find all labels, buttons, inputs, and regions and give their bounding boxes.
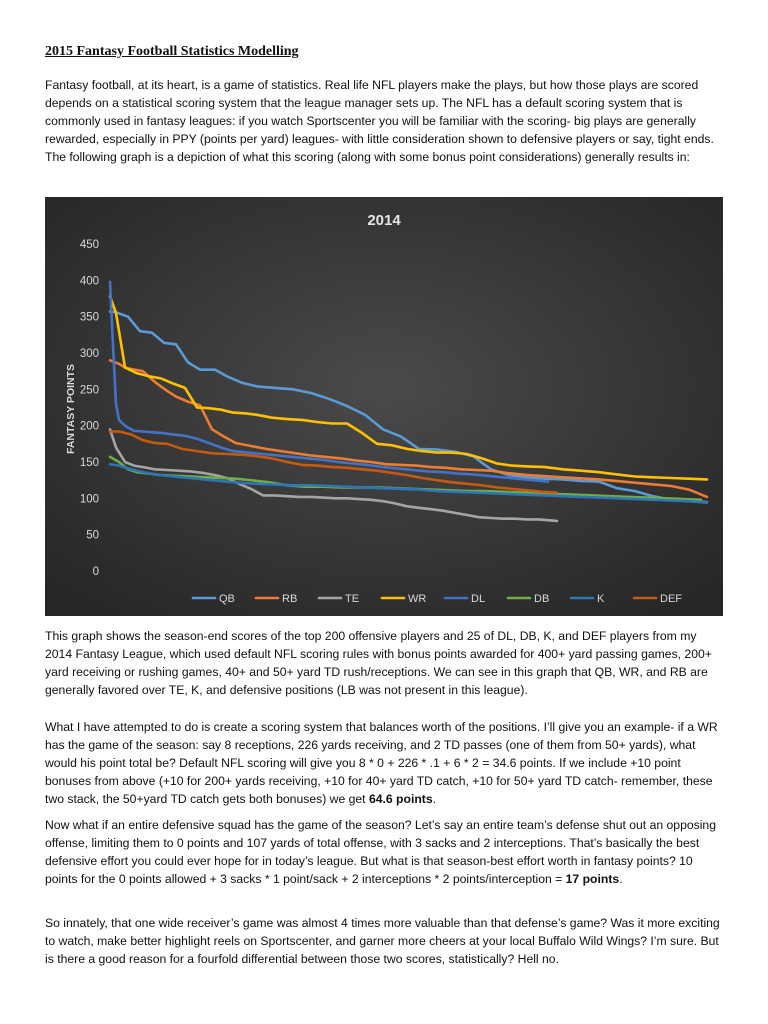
y-tick-label: 300 bbox=[79, 348, 99, 360]
y-tick-label: 150 bbox=[79, 457, 99, 469]
y-axis-label: FANTASY POINTS bbox=[65, 363, 77, 455]
defense-example-text: Now what if an entire defensive squad has the game of the season? Let’s say an entire team’s defense shut out an opposing offense, limiting them to 0 points and 107 yards of total offense, with 3 sacks and 2 interceptions. That’s basically the best defensive effort you could ever hope for in today’s league. But what is that season-best effort worth in fantasy points? 10 points for the 0 points allowed + 3 sacks * 1 point/sack + 2 interceptions * 2 points/interception = bbox=[45, 818, 716, 886]
y-tick-label: 350 bbox=[79, 311, 99, 324]
defense-points-total: 17 points bbox=[565, 872, 620, 886]
defense-example-paragraph bbox=[45, 816, 723, 888]
graph-description-paragraph: This graph shows the season-end scores of the top 200 offensive players and 25 of DL, DB, K, and DEF players from my 2014 Fantasy League, which used default NFL scoring rules with bonus points awarded for 400+ yard passing games, 200+ yard receiving or rushing games, 40+ and 50+ yard TD rush/receptions. We can see in this graph that QB, WR, and RB are generally favored over TE, K, and defensive positions (LB was not present in this league). bbox=[45, 629, 712, 697]
legend-label: DL bbox=[471, 593, 486, 605]
chart-figure bbox=[45, 197, 723, 616]
y-tick-label: 50 bbox=[86, 529, 99, 542]
intro-paragraph: Fantasy football, at its heart, is a game of statistics. Real life NFL players make the plays, but how those plays are scored depends on a statistical scoring system that the league manager sets up. The NFL has a default scoring system that is commonly used in fantasy leagues: if you watch Sportscenter you will be familiar with the scoring- big plays are generally rewarded, especially in PPY (points per yard) leagues- with little consideration shown to defensive players or say, tight ends. The following graph is a depiction of what this scoring (along with some bonus point considerations) generally results in: bbox=[45, 78, 714, 164]
legend-label: WR bbox=[408, 593, 427, 605]
y-tick-label: 200 bbox=[79, 420, 99, 433]
wr-points-total: 64.6 points bbox=[368, 792, 433, 806]
y-tick-label: 250 bbox=[79, 384, 99, 397]
y-tick-label: 400 bbox=[79, 275, 99, 288]
y-tick-label: 100 bbox=[79, 493, 99, 506]
y-tick-label: 450 bbox=[79, 239, 99, 251]
wr-example-text: What I have attempted to do is create a scoring system that balances worth of the positions. I’ll give you an example- if a WR has the game of the season: say 8 receptions, 226 yards receiving, and 2 TD passes (one of them from 50+ yards), what would his point total be? Default NFL scoring will give you 8 * 0 + 226 * .1 + 6 * 2 = 34.6 points. If we include +10 point bonuses from above (+10 for 200+ yards receiving, +10 for 40+ yard TD catch, +10 for 50+ yard TD catch- remember, these two stack, the 50+yard TD catch gets both bonuses) we get bbox=[45, 720, 718, 806]
chart-title: 2014 bbox=[367, 212, 401, 229]
legend-label: QB bbox=[219, 593, 235, 605]
chart-background bbox=[45, 197, 723, 616]
document-title: 2015 Fantasy Football Statistics Modelling bbox=[45, 44, 299, 59]
defense-example-end: . bbox=[619, 872, 623, 886]
legend-label: DB bbox=[534, 593, 550, 605]
line-chart bbox=[45, 197, 723, 616]
conclusion-paragraph: So innately, that one wide receiver’s game was almost 4 times more valuable than that defense’s game? Was it more exciting to watch, make better highlight reels on Sportscenter, and garner more cheers at your local Buffalo Wild Wings? I’m sure. But is there a good reason for a fourfold differential between those two scores, statistically? Hell no. bbox=[45, 916, 720, 966]
legend-label: RB bbox=[282, 593, 298, 605]
wr-example-paragraph bbox=[45, 718, 723, 808]
legend-label: K bbox=[597, 593, 605, 605]
legend-label: TE bbox=[345, 593, 360, 605]
legend-label: DEF bbox=[660, 593, 682, 605]
y-tick-label: 0 bbox=[92, 566, 99, 578]
wr-example-end: . bbox=[432, 792, 437, 806]
